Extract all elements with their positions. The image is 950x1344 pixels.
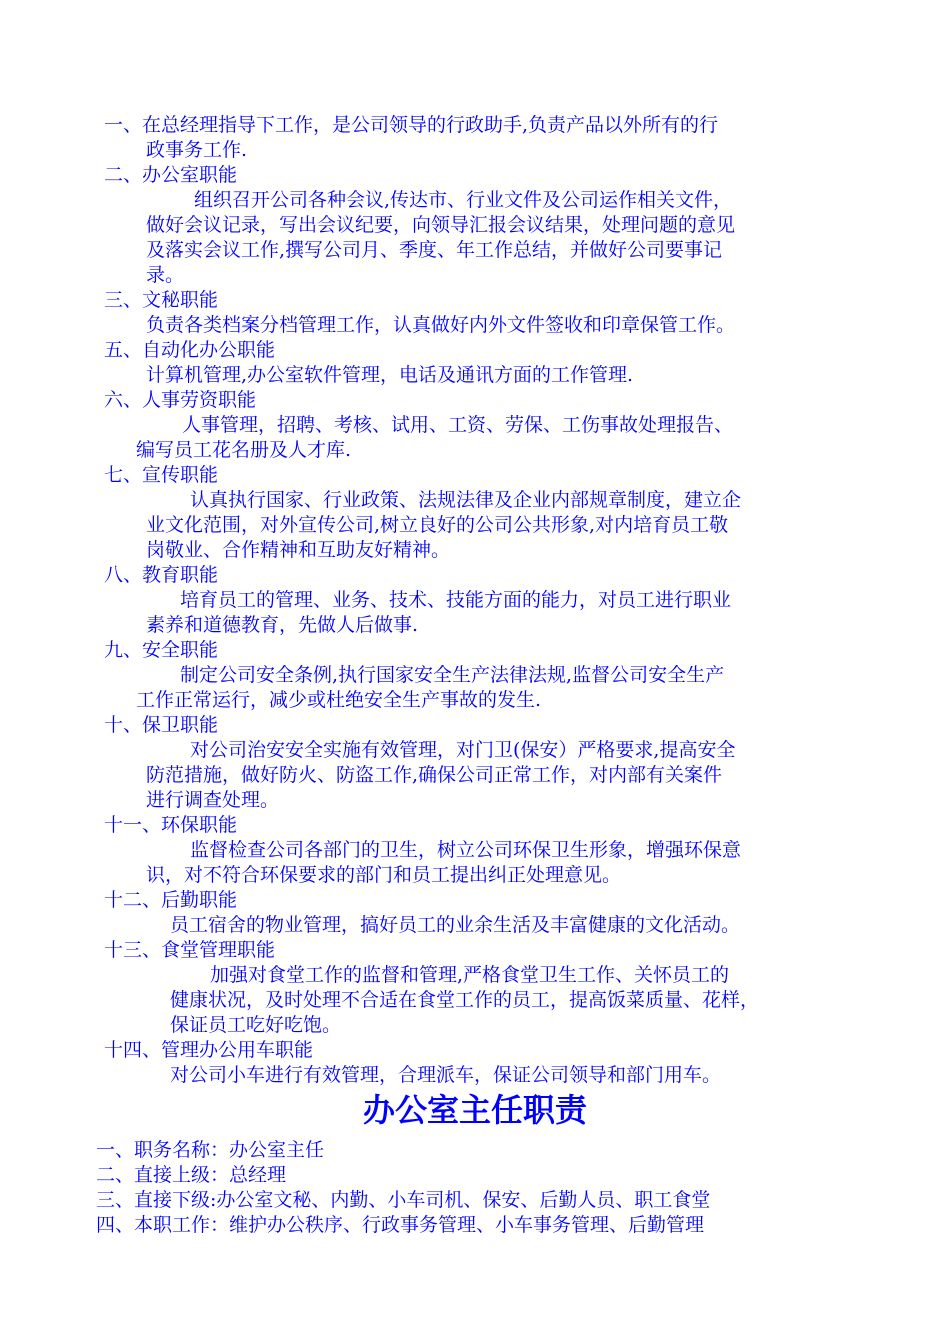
item-8-line-1: 培育员工的管理、业务、技术、技能方面的能力，对员工进行职业 (180, 589, 732, 611)
item-12-line-1: 员工宿舍的物业管理，搞好员工的业余生活及丰富健康的文化活动。 (170, 914, 741, 936)
item-10-line-1: 对公司治安安全实施有效管理，对门卫(保安）严格要求,提高安全 (190, 739, 736, 761)
director-line-4: 四、本职工作：维护办公秩序、行政事务管理、小车事务管理、后勤管理 (96, 1214, 705, 1236)
item-8-heading: 八、教育职能 (104, 564, 219, 586)
item-10-heading: 十、保卫职能 (104, 714, 219, 736)
item-9-line-2: 工作正常运行，减少或杜绝安全生产事故的发生. (136, 689, 542, 711)
item-5-line-1: 计算机管理,办公室软件管理，电话及通讯方面的工作管理. (146, 364, 634, 386)
item-7-line-2: 业文化范围，对外宣传公司,树立良好的公司公共形象,对内培育员工敬 (146, 514, 729, 536)
item-10-line-2: 防范措施，做好防火、防盗工作,确保公司正常工作，对内部有关案件 (146, 764, 723, 786)
item-7-line-3: 岗敬业、合作精神和互助友好精神。 (146, 539, 451, 561)
item-1-line-2: 政事务工作. (146, 139, 248, 161)
item-11-line-1: 监督检查公司各部门的卫生，树立公司环保卫生形象，增强环保意 (190, 839, 742, 861)
item-7-line-1: 认真执行国家、行业政策、法规法律及企业内部规章制度，建立企 (190, 489, 742, 511)
item-2-heading: 二、办公室职能 (104, 164, 238, 186)
item-13-heading: 十三、食堂管理职能 (104, 939, 276, 961)
item-8-line-2: 素养和道德教育，先做人后做事. (146, 614, 419, 636)
item-1-line-1: 一、在总经理指导下工作，是公司领导的行政助手,负责产品以外所有的行 (104, 114, 719, 136)
item-6-line-1: 人事管理，招聘、考核、试用、工资、劳保、工伤事故处理报告、 (182, 414, 734, 436)
item-14-line-1: 对公司小车进行有效管理，合理派车，保证公司领导和部门用车。 (170, 1064, 722, 1086)
director-line-3: 三、直接下级:办公室文秘、内勤、小车司机、保安、后勤人员、职工食堂 (96, 1189, 711, 1211)
item-13-line-2: 健康状况，及时处理不合适在食堂工作的员工，提高饭菜质量、花样， (170, 989, 760, 1011)
item-6-heading: 六、人事劳资职能 (104, 389, 257, 411)
director-line-2: 二、直接上级：总经理 (96, 1164, 287, 1186)
item-2-line-3: 及落实会议工作,撰写公司月、季度、年工作总结，并做好公司要事记 (146, 239, 723, 261)
item-9-heading: 九、安全职能 (104, 639, 219, 661)
item-11-line-2: 识，对不符合环保要求的部门和员工提出纠正处理意见。 (146, 864, 622, 886)
item-3-heading: 三、文秘职能 (104, 289, 219, 311)
item-2-line-2: 做好会议记录，写出会议纪要，向领导汇报会议结果，处理问题的意见 (146, 214, 736, 236)
item-13-line-1: 加强对食堂工作的监督和管理,严格食堂卫生工作、关怀员工的 (210, 964, 730, 986)
item-6-line-2: 编写员工花名册及人才库. (136, 439, 352, 461)
item-2-line-4: 录。 (146, 264, 185, 286)
item-2-line-1: 组织召开公司各种会议,传达市、行业文件及公司运作相关文件， (194, 189, 733, 211)
item-5-heading: 五、自动化办公职能 (104, 339, 276, 361)
item-10-line-3: 进行调查处理。 (146, 789, 280, 811)
item-13-line-3: 保证员工吃好吃饱。 (170, 1014, 342, 1036)
item-3-line-1: 负责各类档案分档管理工作，认真做好内外文件签收和印章保管工作。 (146, 314, 736, 336)
item-12-heading: 十二、后勤职能 (104, 889, 238, 911)
item-7-heading: 七、宣传职能 (104, 464, 219, 486)
item-9-line-1: 制定公司安全条例,执行国家安全生产法律法规,监督公司安全生产 (180, 664, 725, 686)
section-title: 办公室主任职责 (362, 1091, 587, 1129)
item-14-heading: 十四、管理办公用车职能 (104, 1039, 314, 1061)
director-line-1: 一、职务名称：办公室主任 (96, 1139, 325, 1161)
item-11-heading: 十一、环保职能 (104, 814, 238, 836)
